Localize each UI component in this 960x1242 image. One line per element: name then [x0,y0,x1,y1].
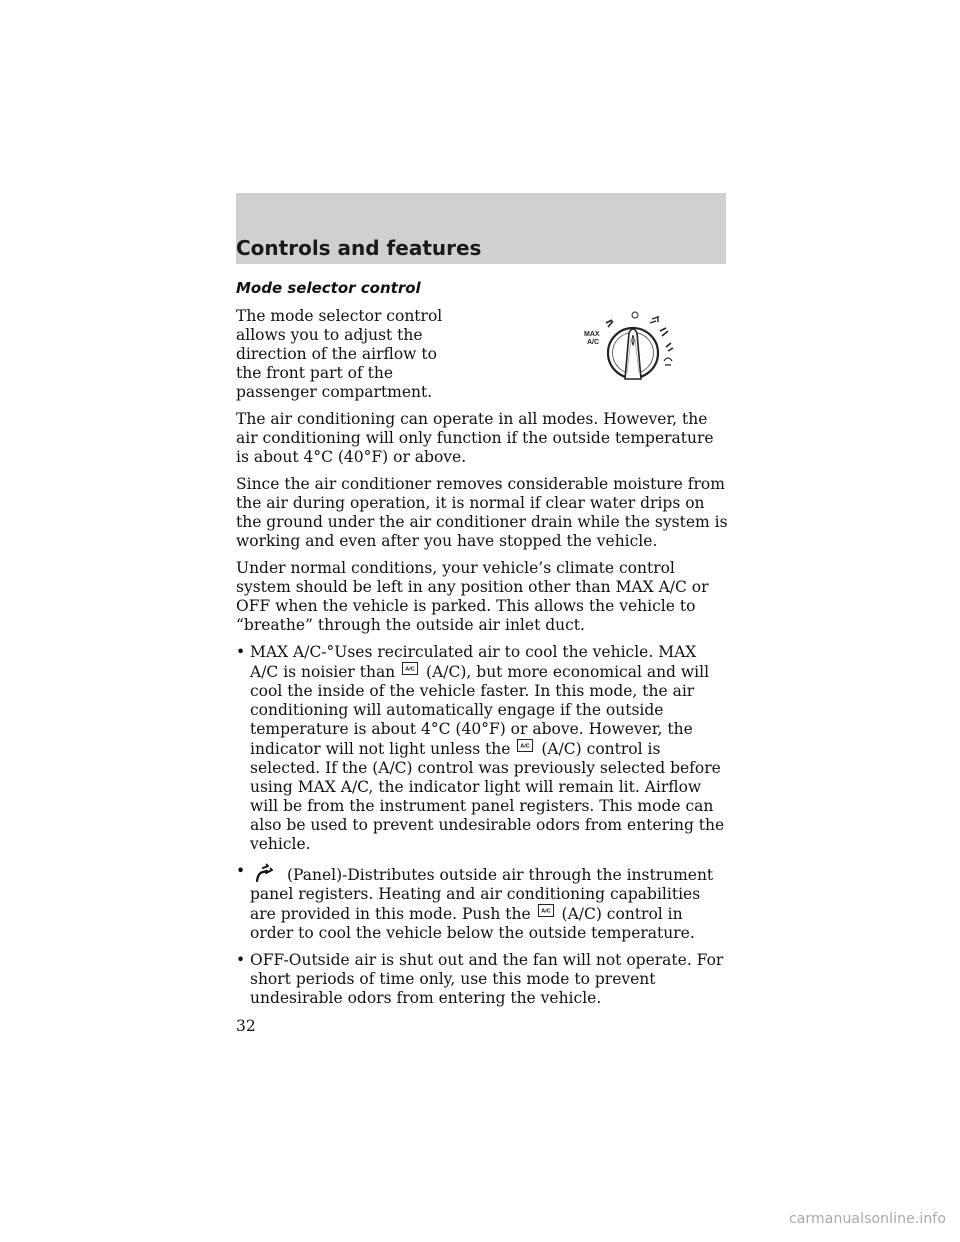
ac-button-icon [517,739,533,752]
max-ac-text-3: (A/C) control is selected. If the (A/C) control was previously selected before using MAX A/C, the indicator light will remain lit. Airflow will be from the instrument panel registers. This mode can also be used to prevent undesirable odors from entering the vehicle. [250,740,725,853]
max-ac-text-2: (A/C), but more economical and will cool the inside of the vehicle faster. In this mode, the air conditioning will automatically engage if the outside temperature is about 4°C (40°F) or above. However, the indicator will not light unless the [250,663,710,758]
panel-text-1: (Panel)-Distributes outside air through the instrument panel registers. Heating and air conditioning capabilities are provided in this mode. Push the [250,866,714,923]
panel-vent-icon [254,862,276,884]
page-number: 32 [236,1017,256,1035]
section-title: Mode selector control [236,279,421,297]
intro-text: The mode selector control allows you to adjust the direction of the airflow to the front part of the passenger compartment. [236,307,443,401]
watermark-link[interactable]: carmanualsonline.info [788,1211,946,1227]
ac-button-icon [538,904,554,917]
knob-label-line2: A/C [587,339,600,346]
ac-icon-label: A/C [520,743,531,750]
bullet-max-ac [236,643,728,854]
mode-selector-knob-icon [578,309,678,389]
page-header-title: Controls and features [236,236,482,260]
bullet-panel [236,862,728,943]
paragraph-normal-conditions: Under normal conditions, your vehicle’s climate control system should be left in any position other than MAX A/C or OFF when the vehicle is parked. This allows the vehicle to “breathe” through the outside air inlet duct. [236,559,709,634]
bullet-marker: • [236,862,246,880]
max-ac-text-1: MAX A/C-°Uses recirculated air to cool the vehicle. MAX A/C is noisier than [250,643,697,681]
bullet-marker: • [236,951,246,969]
knob-label-line1: MAX [584,331,600,338]
ac-icon-label: A/C [540,908,551,915]
ac-button-icon [402,662,418,675]
off-text: OFF-Outside air is shut out and the fan will not operate. For short periods of time only, use this mode to prevent undesirable odors from entering the vehicle. [250,951,724,1007]
paragraph-moisture: Since the air conditioner removes considerable moisture from the air during operation, it is normal if clear water drips on the ground under the air conditioner drain while the system is working and even after you have stopped the vehicle. [236,475,728,550]
mode-bullet-list [236,643,728,1008]
bullet-off [236,951,728,1008]
panel-text-2: (A/C) control in order to cool the vehicle below the outside temperature. [250,905,695,942]
bullet-marker: • [236,643,246,661]
intro-row [236,307,728,402]
content [236,278,728,1016]
paragraph-ac-modes: The air conditioning can operate in all modes. However, the air conditioning will only function if the outside temperature is about 4°C (40°F) or above. [236,410,714,466]
ac-icon-label: A/C [405,666,415,673]
